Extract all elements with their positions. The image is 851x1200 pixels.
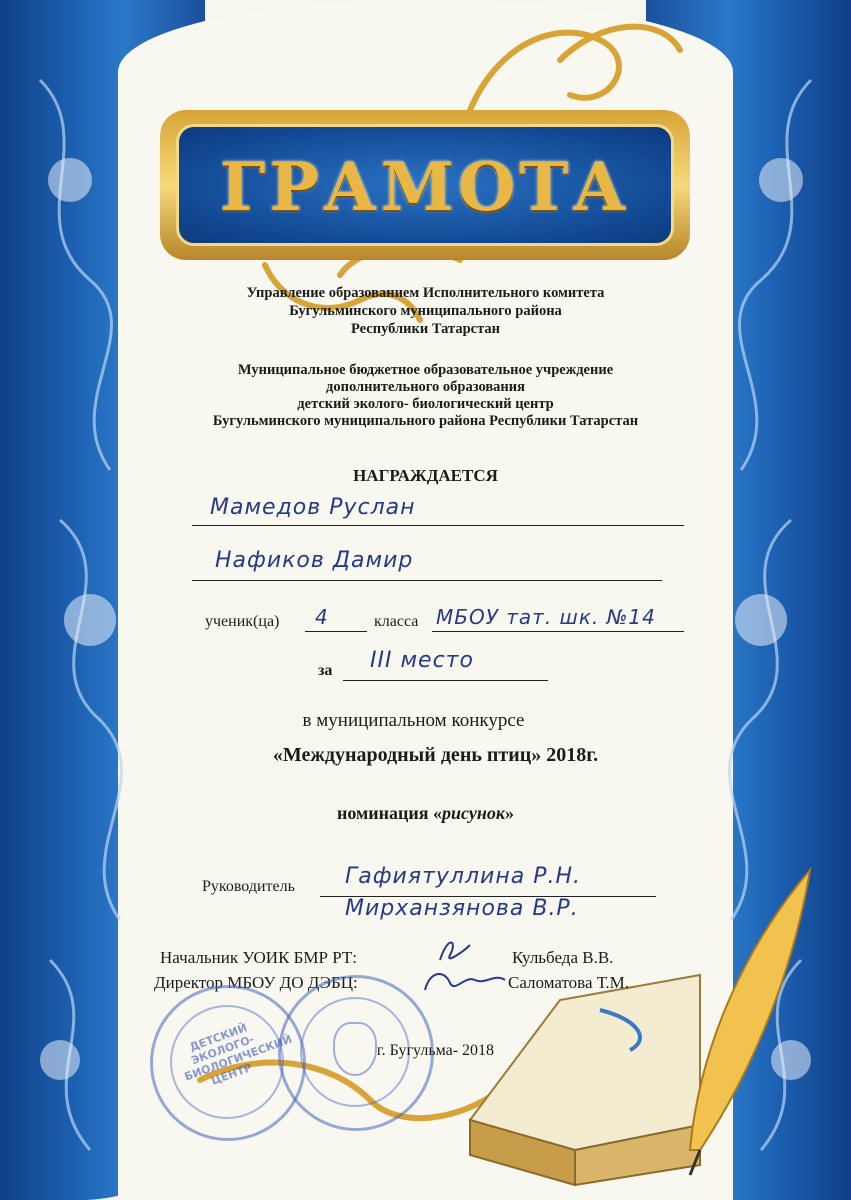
supervisor-label: Руководитель bbox=[202, 878, 295, 895]
place-line bbox=[343, 680, 548, 681]
org2-line4: Бугульминского муниципального района Республики Татарстан bbox=[212, 413, 639, 429]
for-label: за bbox=[318, 662, 333, 679]
signature-name-2: Саломатова Т.М. bbox=[508, 973, 630, 992]
name1-line bbox=[192, 525, 684, 526]
nomination bbox=[0, 803, 851, 824]
signature-name-1: Кульбеда В.В. bbox=[512, 948, 614, 967]
nomination-close: » bbox=[505, 803, 514, 823]
org1-line1: Управление образованием Исполнительного комитета bbox=[246, 285, 605, 301]
stamp-left-text: ДЕТСКИЙ ЭКОЛОГО-БИОЛОГИЧЕСКИЙ ЦЕНТР bbox=[182, 1021, 294, 1088]
awardee-name-1: Мамедов Руслан bbox=[210, 495, 416, 520]
org2-line2: дополнительного образования bbox=[326, 379, 525, 395]
org2-line3: детский эколого- биологический центр bbox=[297, 396, 554, 412]
contest-line1: в муниципальном конкурсе bbox=[302, 710, 525, 731]
place-value: III место bbox=[370, 648, 474, 673]
handwritten-signatures bbox=[410, 925, 520, 1000]
nomination-label: номинация « bbox=[337, 803, 443, 823]
award-heading: НАГРАЖДАЕТСЯ bbox=[353, 466, 498, 485]
org1-line2: Бугульминского муниципального района bbox=[289, 303, 562, 319]
name2-line bbox=[192, 580, 662, 581]
supervisor-name-2: Мирханзянова В.Р. bbox=[345, 896, 579, 921]
awardee-name-2: Нафиков Дамир bbox=[215, 548, 414, 573]
grade-value: 4 bbox=[315, 605, 329, 629]
place-date: г. Бугульма- 2018 bbox=[376, 1042, 495, 1059]
contest-name: «Международный день птиц» 2018г. bbox=[272, 744, 599, 766]
supervisor-name-1: Гафиятуллина Р.Н. bbox=[345, 864, 581, 889]
nomination-value: рисунок bbox=[442, 803, 505, 823]
school-line bbox=[432, 631, 684, 632]
org2-line1: Муниципальное бюджетное образовательное учреждение bbox=[237, 362, 614, 378]
school-value: МБОУ тат. шк. №14 bbox=[436, 605, 656, 629]
class-label: класса bbox=[374, 613, 419, 630]
signature-role-1: Начальник УОИК БМР РТ: bbox=[160, 948, 358, 967]
student-label: ученик(ца) bbox=[205, 613, 280, 630]
signature-role-2: Директор МБОУ ДО ДЭБЦ: bbox=[154, 973, 358, 992]
org1-line3: Республики Татарстан bbox=[351, 321, 500, 337]
grade-line bbox=[305, 631, 367, 632]
certificate-title: ГРАМОТА bbox=[219, 148, 631, 226]
